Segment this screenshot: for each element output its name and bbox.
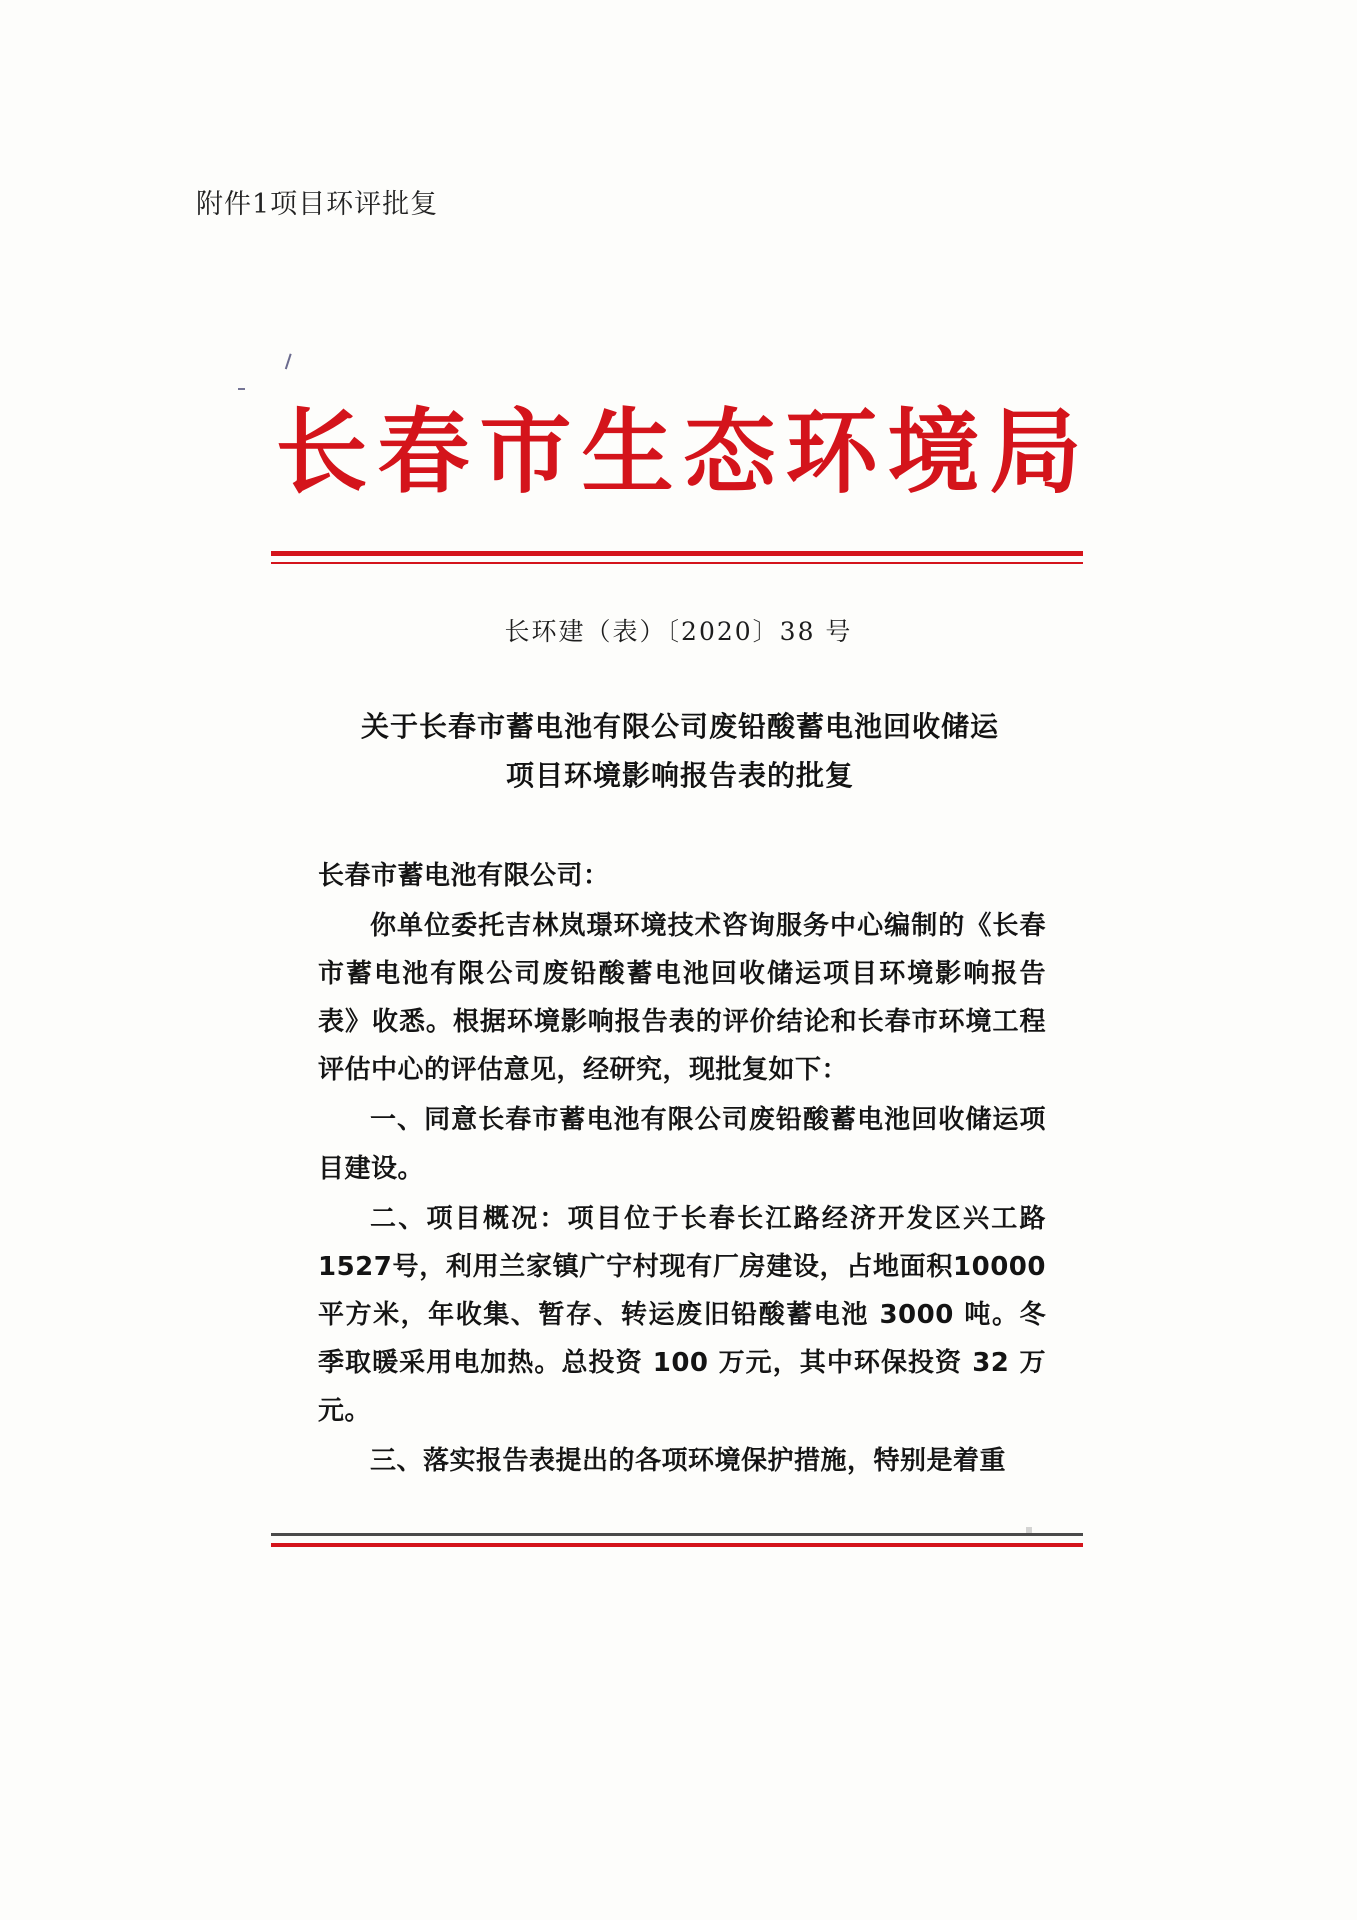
footer-divider — [271, 1533, 1083, 1547]
letterhead-divider — [271, 551, 1083, 564]
document-title — [300, 702, 1060, 800]
scan-artifact — [1026, 1527, 1032, 1533]
issuing-authority-title: 长春市生态环境局 — [275, 398, 1092, 506]
addressee-line: 长春市蓄电池有限公司： — [318, 861, 610, 891]
document-title-line-1: 关于长春市蓄电池有限公司废铅酸蓄电池回收储运 — [360, 710, 999, 743]
footer-red-line — [271, 1543, 1083, 1547]
letterhead — [0, 398, 1357, 506]
body-paragraph-2: 一、同意长春市蓄电池有限公司废铅酸蓄电池回收储运项目建设。 — [318, 1105, 1046, 1184]
body-paragraph-1: 你单位委托吉林岚璟环境技术咨询服务中心编制的《长春市蓄电池有限公司废铅酸蓄电池回收储运项目环境影响报告表》收悉。根据环境影响报告表的评价结论和长春市环境工程评估中心的评估意见，经研究，现批复如下： — [318, 911, 1046, 1086]
document-title-line-2: 项目环境影响报告表的批复 — [505, 759, 854, 792]
pen-dot-icon — [238, 388, 245, 390]
footer-dark-line — [271, 1533, 1083, 1536]
body-paragraph-4: 三、落实报告表提出的各项环境保护措施，特别是着重 — [370, 1446, 1007, 1477]
document-body — [318, 852, 1046, 1487]
pen-mark-icon — [285, 354, 301, 373]
document-number: 长环建（表）〔2020〕38 号 — [504, 617, 853, 646]
divider-thick-line — [271, 551, 1083, 556]
attachment-label: 附件1项目环评批复 — [196, 189, 439, 220]
body-paragraph-3: 二、项目概况：项目位于长春长江路经济开发区兴工路1527号，利用兰家镇广宁村现有厂房建设，占地面积10000平方米，年收集、暂存、转运废旧铅酸蓄电池 3000 吨。冬季取暖采用电加热。总投资 100 万元，其中环保投资 32 万元。 — [318, 1203, 1046, 1427]
divider-thin-line — [271, 562, 1083, 564]
